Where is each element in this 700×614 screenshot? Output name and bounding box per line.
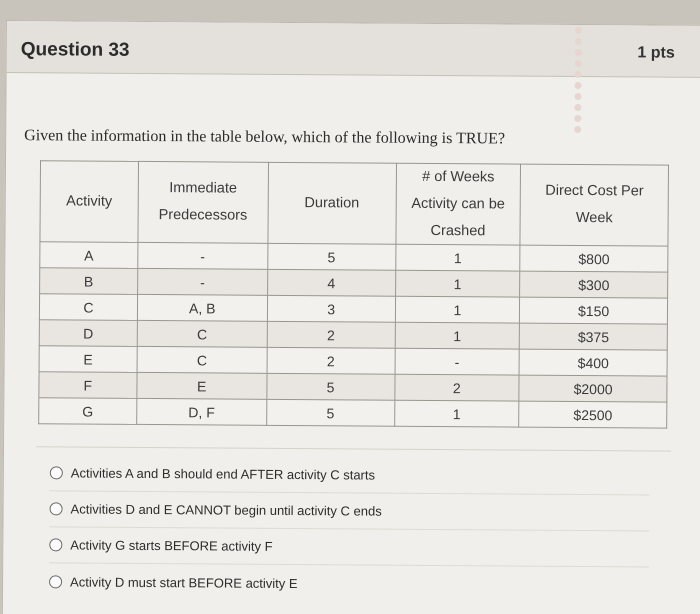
cell-duration: 5 [266,400,394,427]
radio-icon[interactable] [49,575,62,588]
options-divider [36,446,671,451]
cell-duration: 5 [268,244,396,271]
cell-crash-weeks: 1 [395,297,520,324]
cell-predecessors: C [137,321,267,348]
header-crash-weeks: # of Weeks Activity can be Crashed [395,163,520,245]
cell-activity: C [39,294,137,321]
cell-predecessors: C [137,347,267,374]
cell-duration: 4 [267,270,395,297]
cell-predecessors: A, B [137,295,267,322]
cell-crash-weeks: - [395,349,520,376]
cell-activity: F [39,372,137,399]
cell-predecessors: - [137,269,267,296]
answer-option-3[interactable] [49,527,649,567]
cell-duration: 5 [267,374,395,401]
table-header-row [40,161,669,247]
cell-direct-cost: $2500 [519,402,667,429]
cell-duration: 2 [267,322,395,349]
header-duration: Duration [268,162,396,244]
cell-duration: 2 [267,348,395,375]
cell-predecessors: - [138,243,268,270]
header-direct-cost: Direct Cost Per Week [520,164,668,246]
radio-icon[interactable] [50,502,63,515]
cell-direct-cost: $150 [520,298,668,325]
cell-direct-cost: $300 [520,272,668,299]
cell-predecessors: E [137,373,267,400]
question-title: Question 33 [20,39,130,61]
table-row [39,398,667,428]
header-activity: Activity [40,161,138,243]
radio-icon[interactable] [50,466,63,479]
cell-activity: A [40,242,138,269]
cell-crash-weeks: 2 [394,375,519,402]
cell-crash-weeks: 1 [395,271,520,298]
activity-table [38,160,669,429]
answer-option-1[interactable] [50,455,650,495]
cell-activity: B [40,268,138,295]
cell-activity: E [39,346,137,373]
question-prompt: Given the information in the table below, which of the following is TRUE? [24,127,506,148]
question-points: 1 pts [637,44,675,62]
answer-option-label: Activity G starts BEFORE activity F [70,537,273,554]
cell-activity: G [39,398,137,425]
answer-option-4[interactable] [49,563,649,603]
question-card [2,20,700,614]
cell-crash-weeks: 1 [394,401,519,428]
decorative-dots [574,25,583,145]
cell-direct-cost: $375 [520,324,668,351]
answer-option-label: Activity D must start BEFORE activity E [70,573,298,591]
answer-option-2[interactable] [49,491,649,531]
answer-option-label: Activities A and B should end AFTER activity C starts [70,465,376,483]
cell-predecessors: D, F [137,399,267,426]
cell-duration: 3 [267,296,395,323]
cell-direct-cost: $400 [519,350,667,377]
header-predecessors: Immediate Predecessors [138,161,268,243]
cell-crash-weeks: 1 [395,245,520,272]
cell-crash-weeks: 1 [395,323,520,350]
cell-activity: D [39,320,137,347]
cell-direct-cost: $800 [520,246,668,273]
cell-direct-cost: $2000 [519,376,667,403]
answer-options [49,455,650,603]
radio-icon[interactable] [49,538,62,551]
answer-option-label: Activities D and E CANNOT begin until activity C ends [70,501,382,519]
question-header [7,21,700,78]
